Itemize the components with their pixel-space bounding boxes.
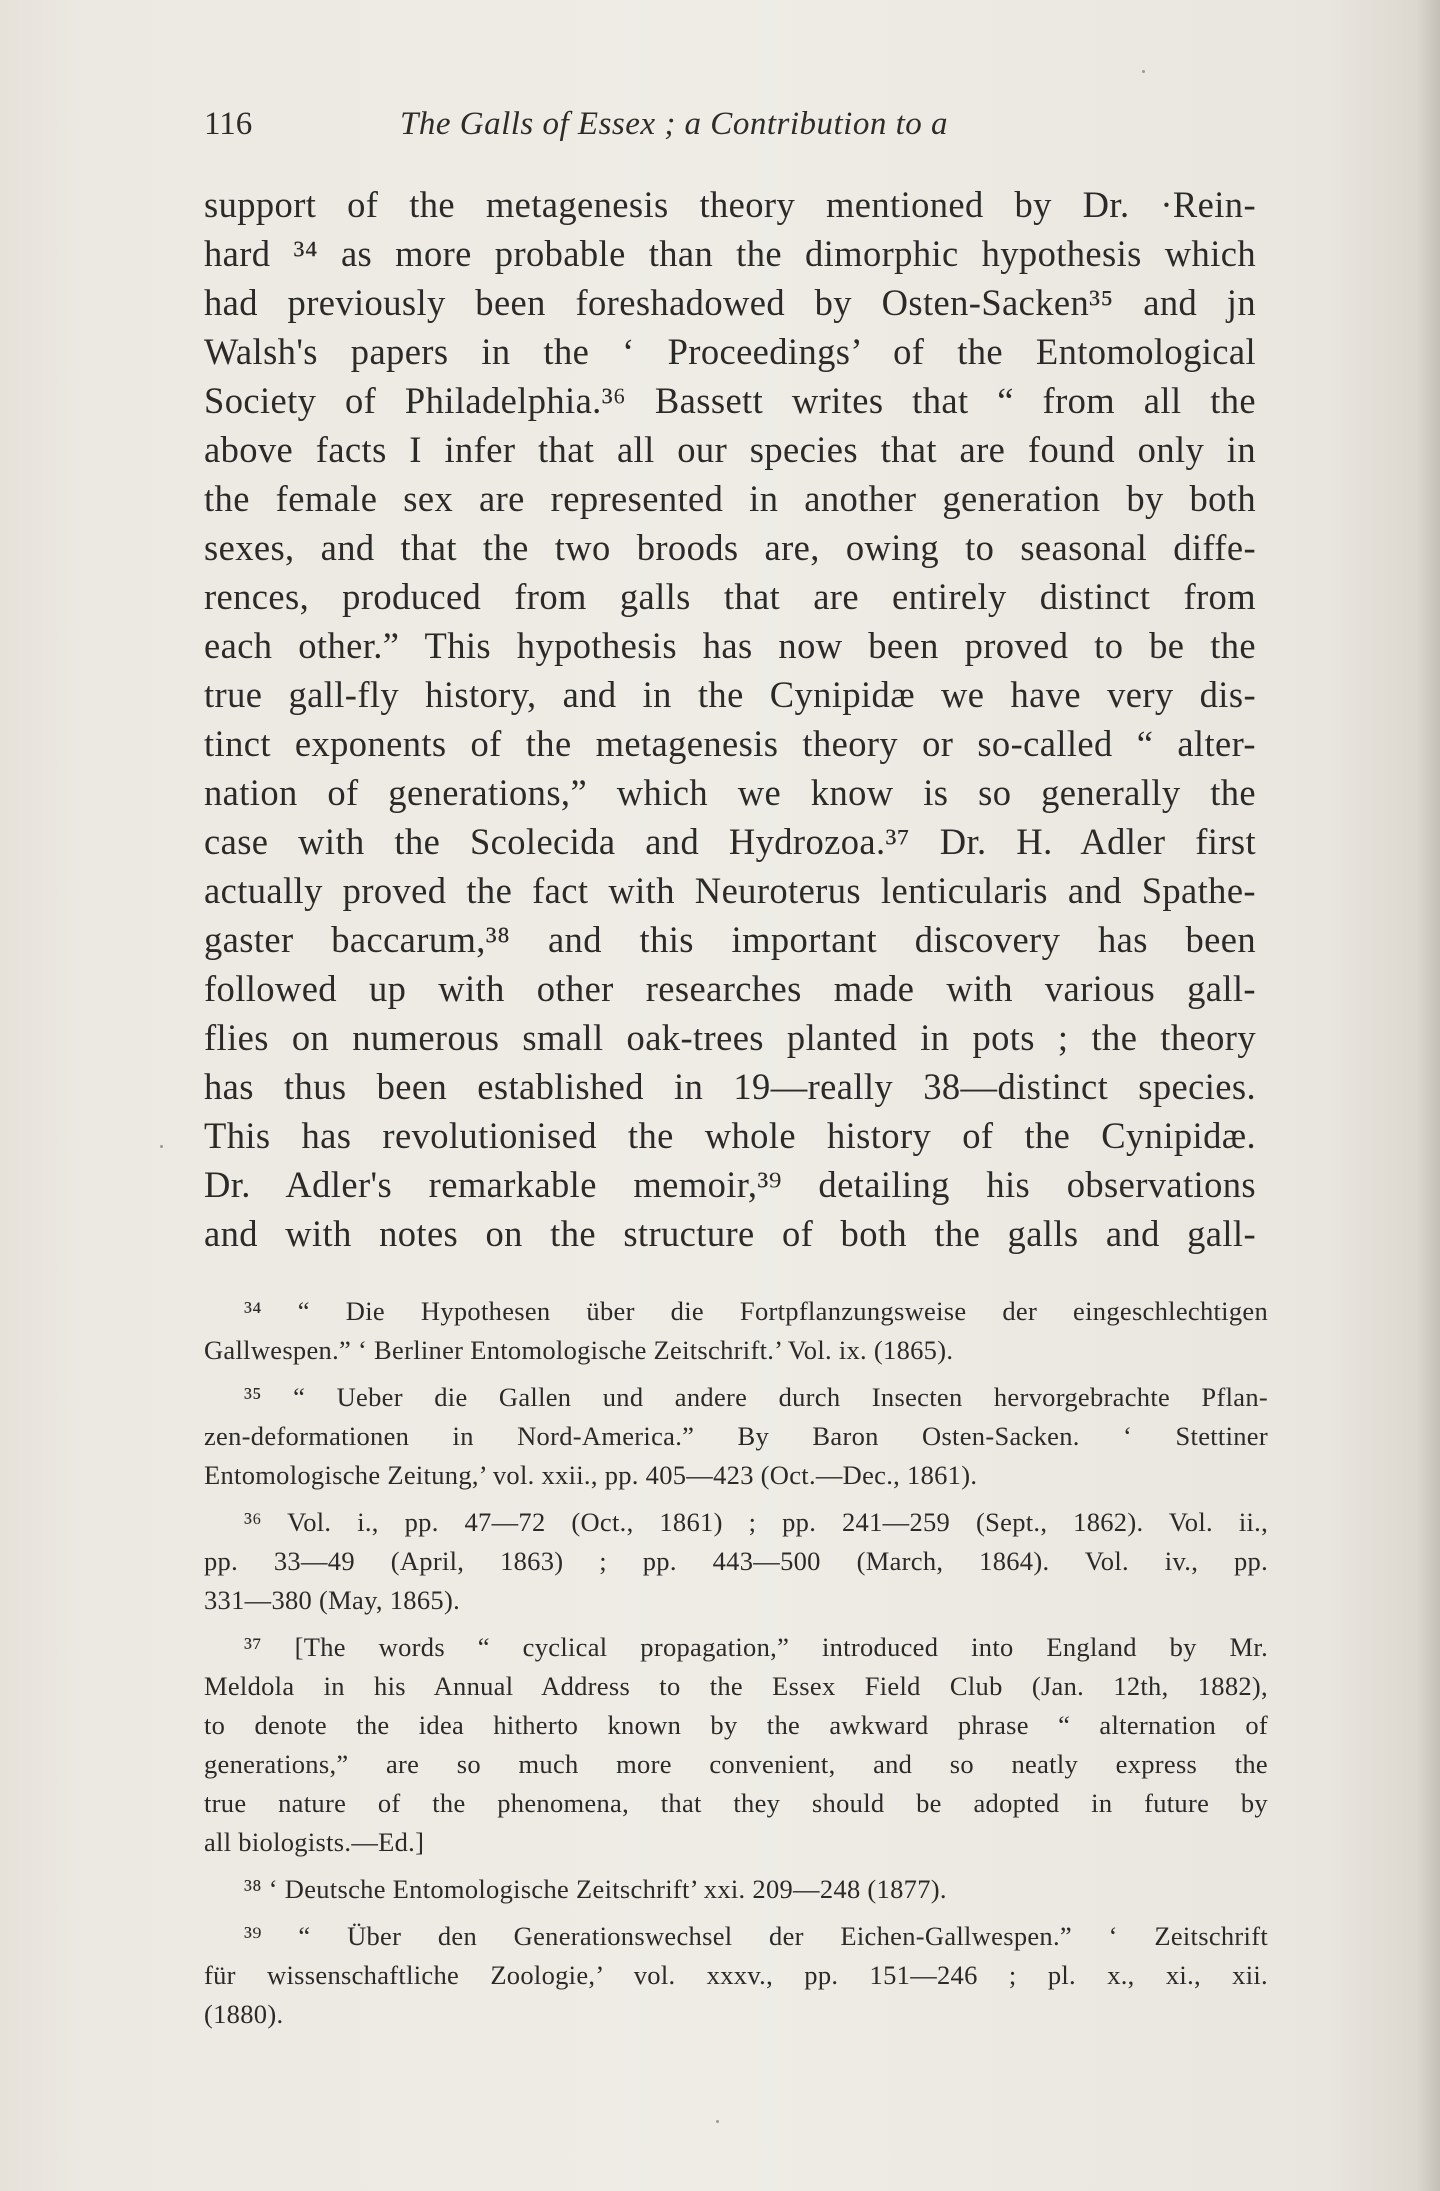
body-line: This has revolutionised the whole history of the Cynipidæ. (204, 1115, 1256, 1156)
body-line: actually proved the fact with Neuroterus lenticularis and Spathe- (204, 870, 1256, 911)
footnote-35 (204, 1378, 1268, 1495)
footnote-36 (204, 1503, 1268, 1620)
footnote-37 (204, 1628, 1268, 1862)
body-line: Dr. Adler's remarkable memoir,³⁹ detailing his observations (204, 1164, 1256, 1205)
footnote-line: true nature of the phenomena, that they should be adopted in future by (204, 1788, 1268, 1818)
footnote-line: ³⁶ Vol. i., pp. 47—72 (Oct., 1861) ; pp. 241—259 (Sept., 1862). Vol. ii., (244, 1507, 1268, 1537)
paper-speck (160, 1145, 163, 1148)
footnote-line: to denote the idea hitherto known by the awkward phrase “ alternation of (204, 1710, 1268, 1740)
footnote-line: all biologists.—Ed.] (204, 1827, 425, 1857)
body-line: Society of Philadelphia.³⁶ Bassett writes that “ from all the (204, 380, 1256, 421)
body-line: flies on numerous small oak-trees planted in pots ; the theory (204, 1017, 1256, 1058)
body-line: had previously been foreshadowed by Osten-Sacken³⁵ and jn (204, 282, 1256, 323)
footnote-line: generations,” are so much more convenient, and so neatly express the (204, 1749, 1268, 1779)
footnote-line: Entomologische Zeitung,’ vol. xxii., pp. 405—423 (Oct.—Dec., 1861). (204, 1460, 978, 1490)
footnote-38 (204, 1870, 1268, 1909)
footnote-line: zen-deformationen in Nord-America.” By Baron Osten-Sacken. ‘ Stettiner (204, 1421, 1268, 1451)
footnote-line: Gallwespen.” ‘ Berliner Entomologische Zeitschrift.’ Vol. ix. (1865). (204, 1335, 954, 1365)
body-line: support of the metagenesis theory mentioned by Dr. ·Rein- (204, 184, 1256, 225)
body-line: Walsh's papers in the ‘ Proceedings’ of the Entomological (204, 331, 1256, 372)
body-line: each other.” This hypothesis has now been proved to be the (204, 625, 1256, 666)
body-line: true gall-fly history, and in the Cynipidæ we have very dis- (204, 674, 1256, 715)
body-line: tinct exponents of the metagenesis theory or so-called “ alter- (204, 723, 1256, 764)
body-line: gaster baccarum,³⁸ and this important discovery has been (204, 919, 1256, 960)
paper-speck (1142, 70, 1145, 73)
body-line: case with the Scolecida and Hydrozoa.³⁷ Dr. H. Adler first (204, 821, 1256, 862)
body-line: followed up with other researches made with various gall- (204, 968, 1256, 1009)
page-number: 116 (204, 106, 253, 142)
body-line: has thus been established in 19—really 38—distinct species. (204, 1066, 1256, 1107)
footnote-34 (204, 1292, 1268, 1370)
body-line: above facts I infer that all our species that are found only in (204, 429, 1256, 470)
body-line: hard ³⁴ as more probable than the dimorphic hypothesis which (204, 233, 1256, 274)
footnote-39 (204, 1917, 1268, 2034)
body-line: nation of generations,” which we know is so generally the (204, 772, 1256, 813)
footnote-line: 331—380 (May, 1865). (204, 1585, 461, 1615)
footnote-line: für wissenschaftliche Zoologie,’ vol. xxxv., pp. 151—246 ; pl. x., xi., xii. (204, 1960, 1268, 1990)
body-line: sexes, and that the two broods are, owing to seasonal diffe- (204, 527, 1256, 568)
body-line: and with notes on the structure of both the galls and gall- (204, 1213, 1256, 1254)
running-head (204, 104, 1264, 144)
paper-speck (716, 2120, 719, 2123)
footnote-line: ³⁷ [The words “ cyclical propagation,” introduced into England by Mr. (244, 1632, 1268, 1662)
footnote-line: Meldola in his Annual Address to the Essex Field Club (Jan. 12th, 1882), (204, 1671, 1268, 1701)
footnotes (204, 1292, 1268, 2034)
page-gutter-shadow (1416, 0, 1440, 2191)
body-paragraph (204, 180, 1256, 1258)
running-title: The Galls of Essex ; a Contribution to a (400, 106, 948, 142)
footnote-line: ³⁸ ‘ Deutsche Entomologische Zeitschrift’ xxi. 209—248 (1877). (244, 1874, 947, 1904)
footnote-line: ³⁴ “ Die Hypothesen über die Fortpflanzungsweise der eingeschlechtigen (244, 1296, 1268, 1326)
body-line: the female sex are represented in another generation by both (204, 478, 1256, 519)
footnote-line: ³⁹ “ Über den Generationswechsel der Eichen-Gallwespen.” ‘ Zeitschrift (244, 1921, 1268, 1951)
body-line: rences, produced from galls that are entirely distinct from (204, 576, 1256, 617)
footnote-line: pp. 33—49 (April, 1863) ; pp. 443—500 (March, 1864). Vol. iv., pp. (204, 1546, 1268, 1576)
footnote-line: (1880). (204, 1999, 284, 2029)
footnote-line: ³⁵ “ Ueber die Gallen und andere durch Insecten hervorgebrachte Pflan- (244, 1382, 1268, 1412)
